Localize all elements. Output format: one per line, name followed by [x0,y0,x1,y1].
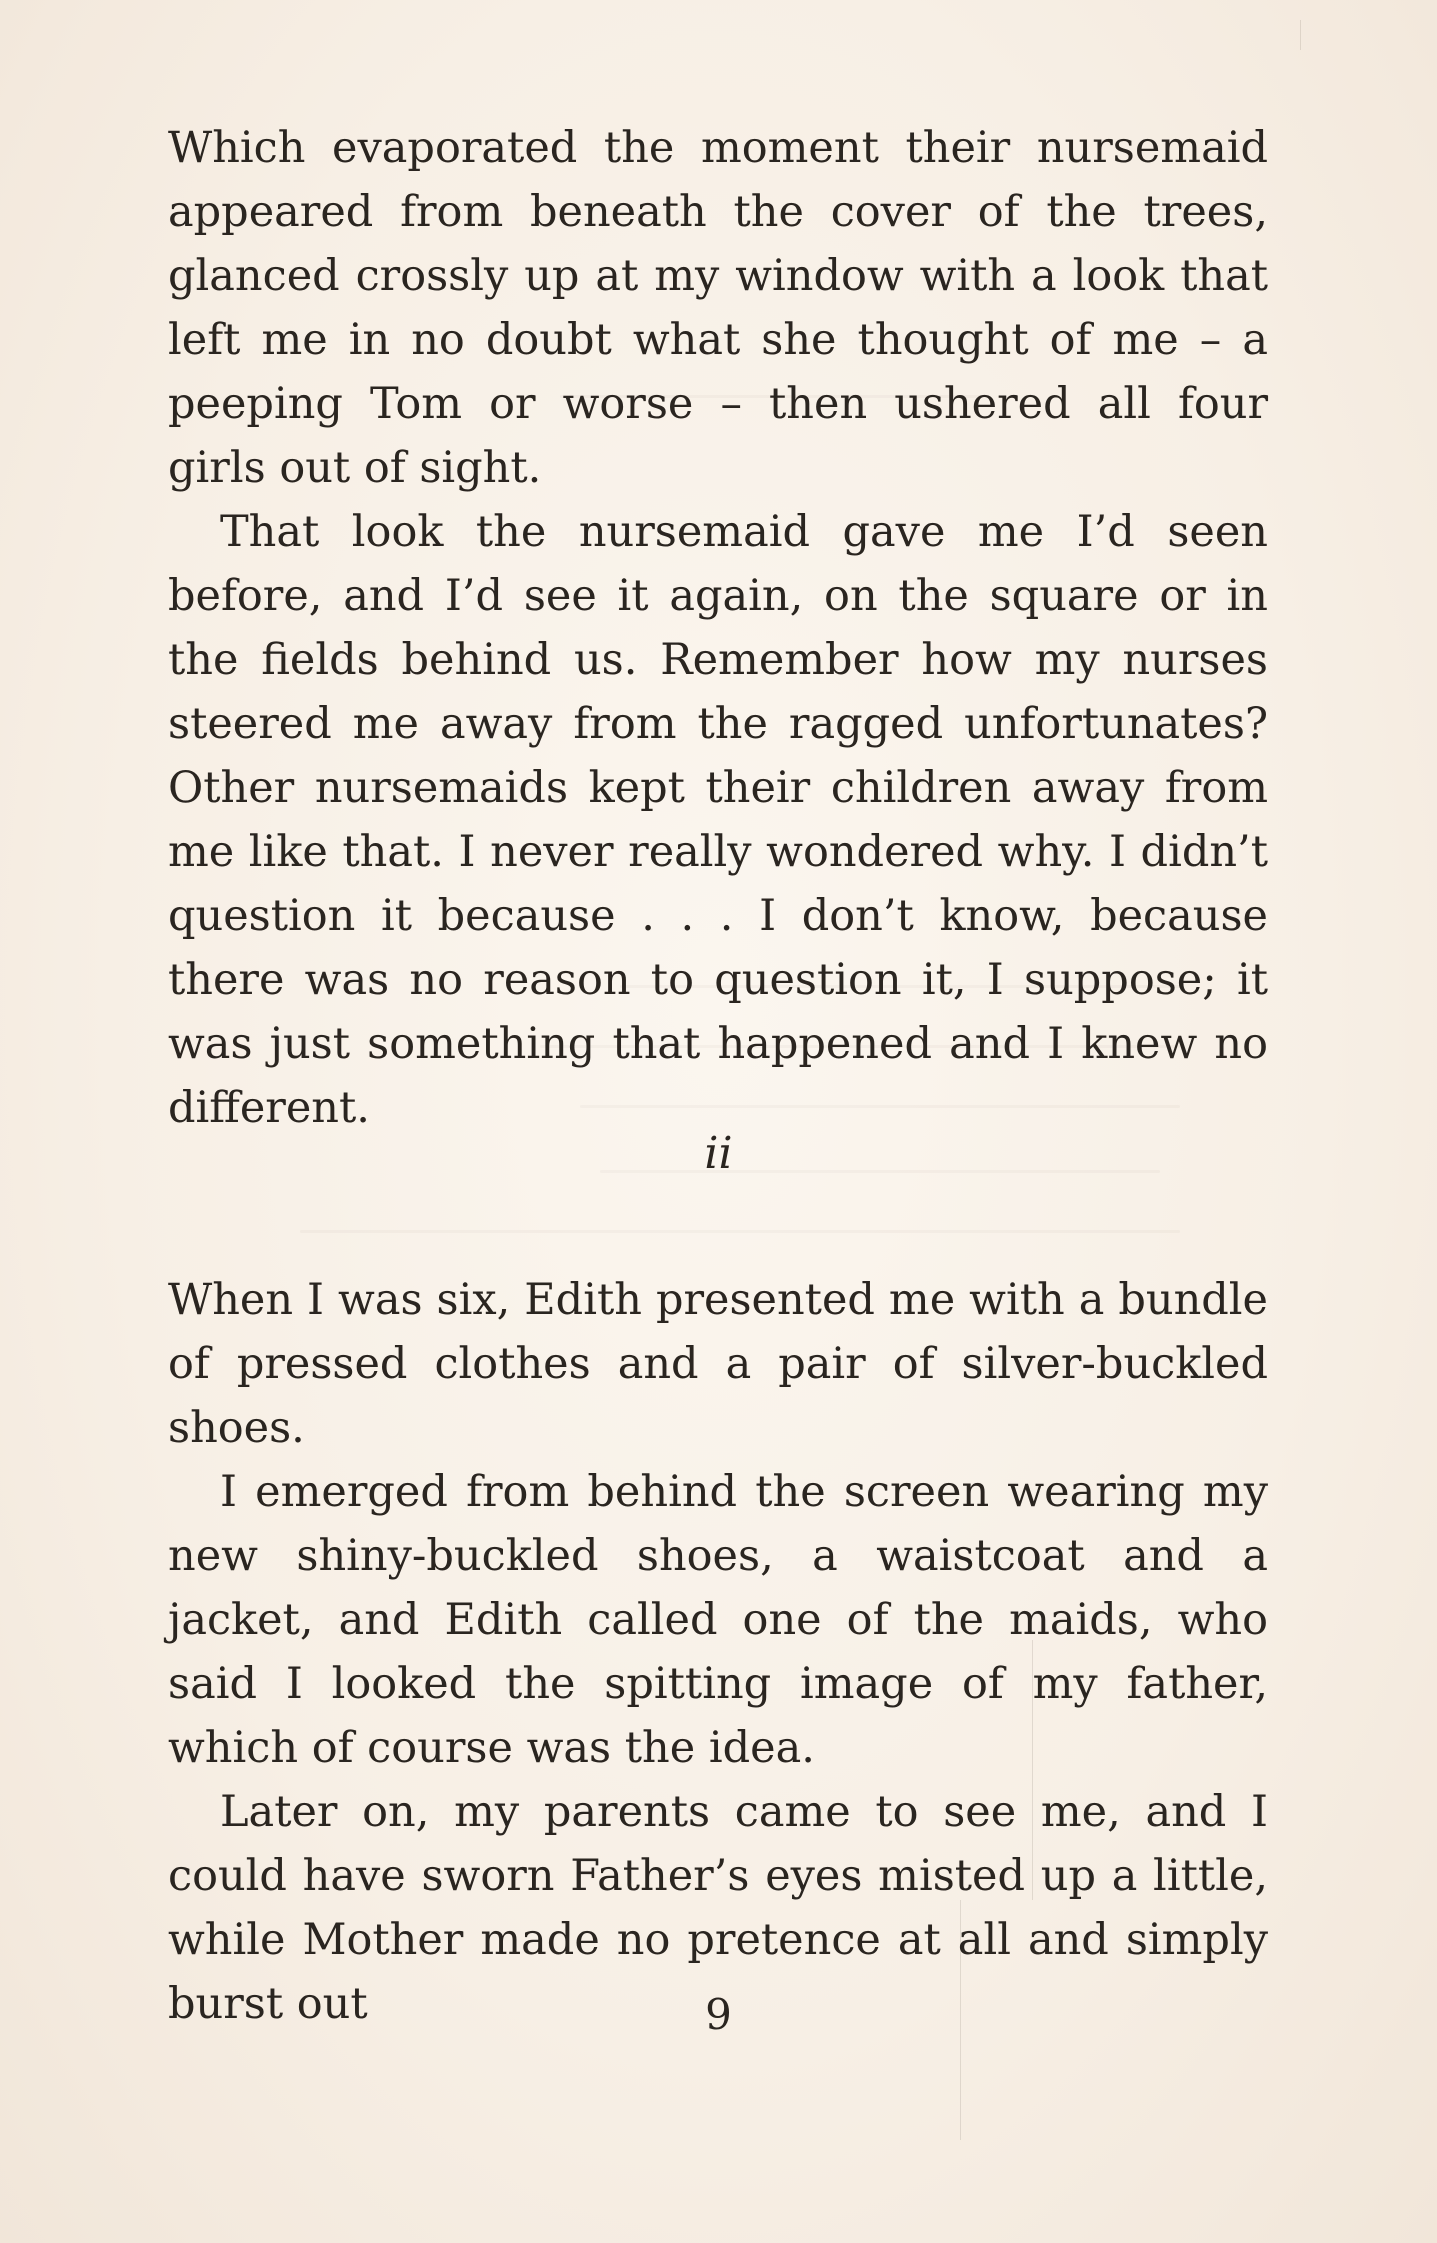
paragraph: I emerged from behind the screen wearing my new shiny-buckled shoes, a waistcoat and a jacket, and Edith called one of the maids, who said I looked the spitting image of my father, which of course was the idea. [168,1467,1268,1773]
page-number: 9 [705,1990,732,2039]
section-marker: ii [704,1128,733,1179]
section-one-text [168,116,1268,1140]
paragraph: Which evaporated the moment their nursemaid appeared from beneath the cover of the trees, glanced crossly up at my window with a look that left me in no doubt what she thought of me – a peeping Tom or worse – then ushered all four girls out of sight. [168,123,1268,493]
paragraph: That look the nursemaid gave me I’d seen before, and I’d see it again, on the square or in the fields behind us. Remember how my nurses steered me away from the ragged unfortunates? Other nursemaids kept their children away from me like that. I never really wondered why. I didn’t question it because . . . I don’t know, because there was no reason to question it, I suppose; it was just something that happened and I knew no different. [168,507,1268,1133]
paragraph: Later on, my parents came to see me, and I could have sworn Father’s eyes misted up a little, while Mother made no pretence at all and simply burst out [168,1787,1268,2029]
paper-show-through [300,1230,1180,1233]
paragraph: When I was six, Edith presented me with a bundle of pressed clothes and a pair of silver-buckled shoes. [168,1275,1268,1453]
section-two-text [168,1268,1268,2036]
paper-crease [1300,20,1301,50]
